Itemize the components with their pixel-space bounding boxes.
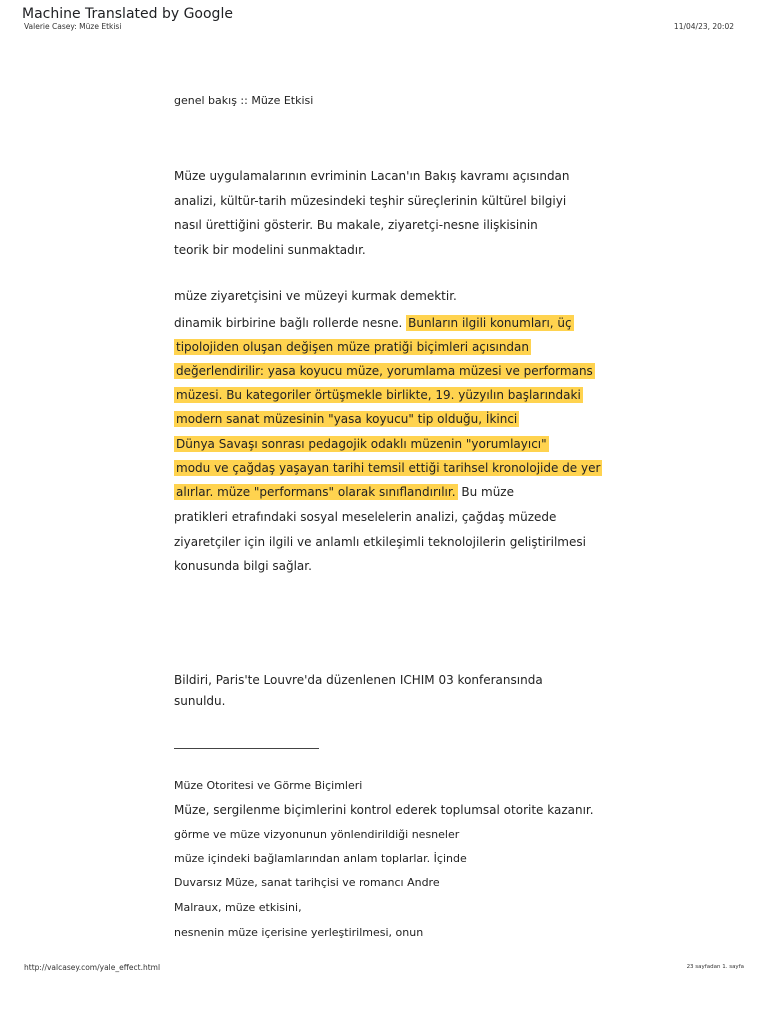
separator-line: [174, 748, 319, 749]
highlighted-text: modern sanat müzesinin "yasa koyucu" tip olduğu, İkinci: [176, 412, 518, 426]
highlighted-line: [174, 339, 531, 356]
para2-plain-text: dinamik birbirine bağlı rollerde nesne.: [174, 316, 407, 330]
para2-line: [174, 315, 574, 332]
highlighted-line: [174, 363, 595, 380]
highlighted-line: [174, 436, 549, 453]
para1-line: analizi, kültür-tarih müzesindeki teşhir süreçlerinin kültürel bilgiyi: [174, 194, 567, 208]
highlighted-text: alırlar. müze "performans" olarak sınıflandırılır.: [176, 485, 456, 499]
section-lead: Müze, sergilenme biçimlerini kontrol ederek toplumsal otorite kazanır.: [174, 803, 594, 817]
highlighted-text: müzesi. Bu kategoriler örtüşmekle birlikte, 19. yüzyılın başlarındaki: [176, 388, 581, 402]
highlighted-line: [174, 411, 519, 428]
highlighted-text: değerlendirilir: yasa koyucu müze, yorumlama müzesi ve performans: [176, 364, 593, 378]
highlighted-line: [174, 460, 602, 477]
section-line: Malraux, müze etkisini,: [174, 901, 302, 914]
page-number: 23 sayfadan 1. sayfa: [686, 964, 744, 970]
machine-translation-banner: Machine Translated by Google: [22, 6, 233, 22]
note-line: Bildiri, Paris'te Louvre'da düzenlenen ICHIM 03 konferansında: [174, 673, 543, 687]
para1-line: nasıl ürettiğini gösterir. Bu makale, ziyaretçi-nesne ilişkisinin: [174, 218, 538, 232]
highlighted-text: tipolojiden oluşan değişen müze pratiği biçimleri açısından: [176, 340, 529, 354]
para1-line: teorik bir modelini sunmaktadır.: [174, 243, 366, 257]
para2-line: konusunda bilgi sağlar.: [174, 559, 312, 573]
para2-line: ziyaretçiler için ilgili ve anlamlı etkileşimli teknolojilerin geliştirilmesi: [174, 535, 586, 549]
section-line: Duvarsız Müze, sanat tarihçisi ve romancı Andre: [174, 876, 440, 889]
page-header-datetime: 11/04/23, 20:02: [673, 22, 734, 31]
para2-line: müze ziyaretçisini ve müzeyi kurmak demektir.: [174, 289, 457, 303]
para2-line: pratikleri etrafındaki sosyal meselelerin analizi, çağdaş müzede: [174, 510, 557, 524]
section-line: müze içindeki bağlamlarından anlam toplarlar. İçinde: [174, 852, 467, 865]
highlighted-line: [174, 387, 583, 404]
highlighted-text: Dünya Savaşı sonrası pedagojik odaklı müzenin "yorumlayıcı": [176, 437, 547, 451]
para2-line: [174, 484, 514, 501]
para2-plain-text: Bu müze: [457, 485, 514, 499]
note-line: sunuldu.: [174, 694, 226, 708]
section-title: Müze Otoritesi ve Görme Biçimleri: [174, 779, 363, 792]
highlighted-text: modu ve çağdaş yaşayan tarihi temsil ettiği tarihsel kronolojide de yer: [176, 461, 601, 475]
highlighted-text: Bunların ilgili konumları, üç: [408, 316, 572, 330]
page-header-title: Valerie Casey: Müze Etkisi: [24, 22, 122, 31]
breadcrumb: genel bakış :: Müze Etkisi: [174, 94, 314, 107]
footer-url-link[interactable]: http://valcasey.com/yale_effect.html: [24, 963, 161, 972]
section-line: nesnenin müze içerisine yerleştirilmesi, onun: [174, 926, 424, 939]
section-line: görme ve müze vizyonunun yönlendirildiği nesneler: [174, 828, 460, 841]
para1-line: Müze uygulamalarının evriminin Lacan'ın Bakış kavramı açısından: [174, 169, 570, 183]
